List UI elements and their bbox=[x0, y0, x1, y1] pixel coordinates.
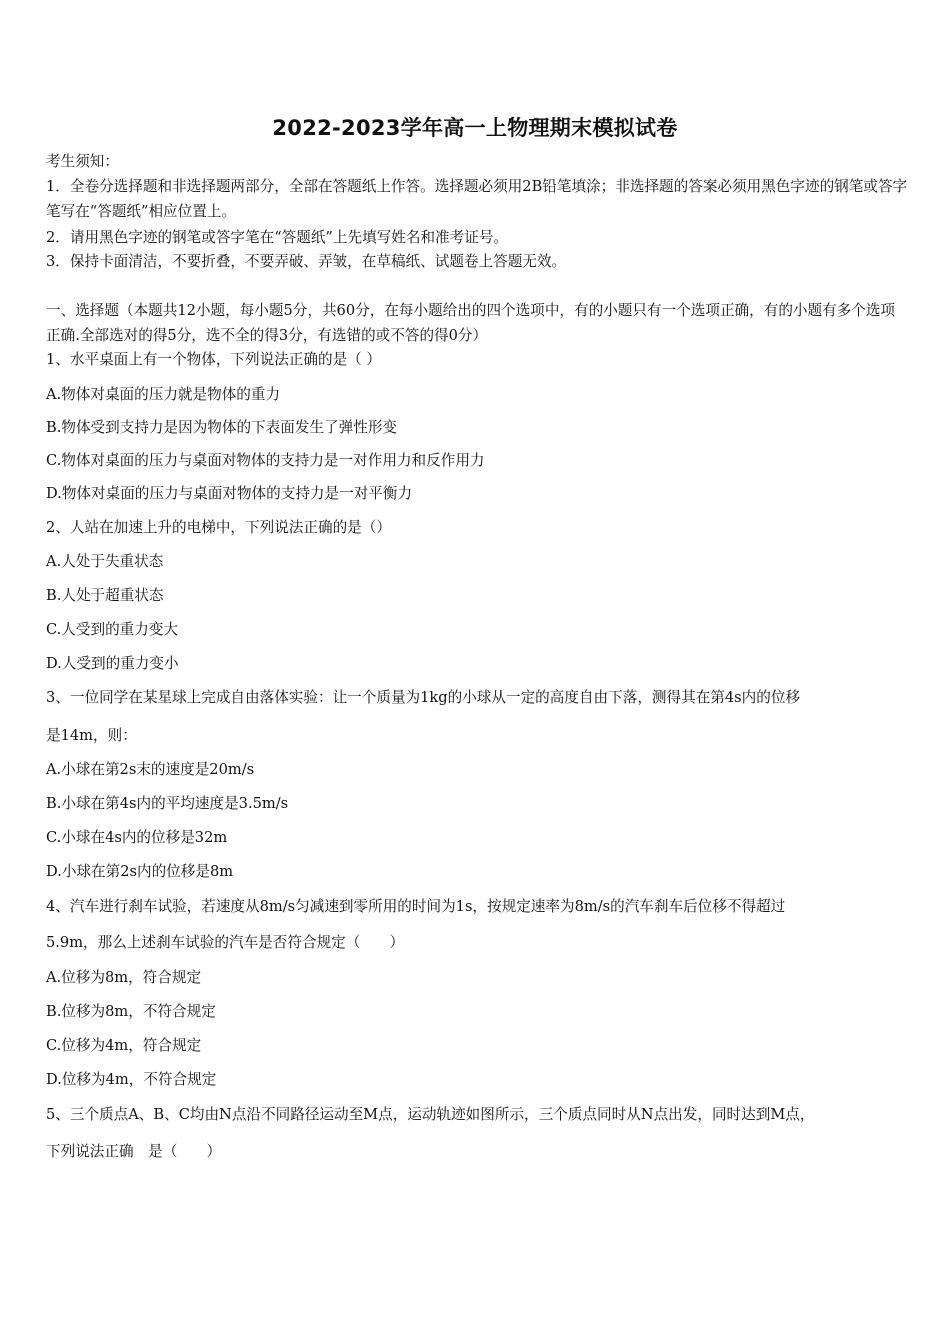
question-1-option-b: B.物体受到支持力是因为物体的下表面发生了弹性形变 bbox=[46, 419, 398, 436]
notice-item-3: 3．保持卡面清洁，不要折叠，不要弄破、弄皱，在草稿纸、试题卷上答题无效。 bbox=[46, 253, 567, 270]
notice-item-2: 2．请用黑色字迹的钢笔或答字笔在“答题纸”上先填写姓名和准考证号。 bbox=[46, 229, 509, 246]
question-4-option-a: A.位移为8m，符合规定 bbox=[46, 969, 202, 986]
question-4-option-d: D.位移为4m，不符合规定 bbox=[46, 1071, 217, 1088]
question-3-option-c: C.小球在4s内的位移是32m bbox=[46, 829, 228, 846]
question-2-option-a: A.人处于失重状态 bbox=[46, 553, 164, 570]
question-5-stem-line-1: 5、三个质点A、B、C均由N点沿不同路径运动至M点，运动轨迹如图所示，三个质点同时从N点出发，同时达到M点， bbox=[46, 1106, 815, 1123]
question-4-option-b: B.位移为8m，不符合规定 bbox=[46, 1003, 216, 1020]
notice-heading: 考生须知： bbox=[46, 153, 119, 170]
question-3-stem-line-2: 是14m，则： bbox=[46, 727, 137, 744]
notice-item-1: 1．全卷分选择题和非选择题两部分，全部在答题纸上作答。选择题必须用2B铅笔填涂；非选择题的答案必须用黑色字迹的钢笔或答字笔写在“答题纸”相应位置上。 bbox=[46, 178, 908, 220]
question-3-option-b: B.小球在第4s内的平均速度是3.5m/s bbox=[46, 795, 289, 812]
question-3-option-a: A.小球在第2s末的速度是20m/s bbox=[46, 761, 255, 778]
question-2-option-c: C.人受到的重力变大 bbox=[46, 621, 179, 638]
question-4-stem-line-2: 5.9m，那么上述刹车试验的汽车是否符合规定（ ） bbox=[46, 934, 405, 951]
question-5-stem-line-2: 下列说法正确 是（ ） bbox=[46, 1143, 222, 1160]
question-2-option-b: B.人处于超重状态 bbox=[46, 587, 164, 604]
question-1-stem: 1、水平桌面上有一个物体，下列说法正确的是（ ） bbox=[46, 351, 381, 368]
section-intro: 一、选择题（本题共12小题，每小题5分，共60分，在每小题给出的四个选项中，有的小题只有一个选项正确，有的小题有多个选项正确.全部选对的得5分，选不全的得3分，有选错的或不答的得0分） bbox=[46, 302, 896, 344]
page-title: 2022-2023学年高一上物理期末模拟试卷 bbox=[272, 116, 678, 140]
question-3-stem-line-1: 3、一位同学在某星球上完成自由落体实验：让一个质量为1kg的小球从一定的高度自由下落，测得其在第4s内的位移 bbox=[46, 689, 801, 706]
question-1-option-c: C.物体对桌面的压力与桌面对物体的支持力是一对作用力和反作用力 bbox=[46, 452, 485, 469]
question-1-option-d: D.物体对桌面的压力与桌面对物体的支持力是一对平衡力 bbox=[46, 485, 413, 502]
question-3-option-d: D.小球在第2s内的位移是8m bbox=[46, 863, 234, 880]
question-4-stem-line-1: 4、汽车进行刹车试验，若速度从8m/s匀减速到零所用的时间为1s，按规定速率为8m/s的汽车刹车后位移不得超过 bbox=[46, 898, 786, 915]
question-4-option-c: C.位移为4m，符合规定 bbox=[46, 1037, 202, 1054]
question-2-option-d: D.人受到的重力变小 bbox=[46, 655, 179, 672]
question-1-option-a: A.物体对桌面的压力就是物体的重力 bbox=[46, 386, 281, 403]
question-2-stem: 2、人站在加速上升的电梯中，下列说法正确的是（） bbox=[46, 519, 391, 536]
